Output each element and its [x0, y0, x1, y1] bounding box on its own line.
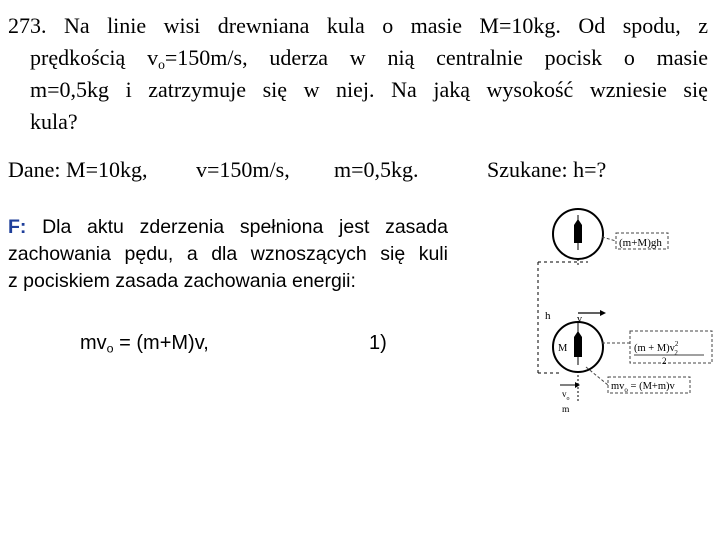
kinetic-energy-denominator: 2	[662, 356, 667, 366]
problem-word: wisi	[163, 13, 201, 38]
velocity-term	[147, 42, 248, 74]
equation-rhs: = (m+M)v,	[113, 332, 209, 354]
momentum-subscript: o	[624, 386, 628, 394]
bullet-top-tip	[574, 219, 582, 225]
problem-word: kula?	[30, 109, 78, 134]
given-and-sought	[8, 155, 708, 185]
solution-word: pędu,	[124, 243, 174, 265]
ball-mass-label: M	[558, 343, 568, 354]
solution-word: jest	[339, 216, 370, 238]
problem-word: masie	[656, 45, 708, 70]
problem-word: w	[303, 77, 320, 102]
momentum-term: mv	[611, 381, 625, 392]
solution-line-1	[8, 214, 448, 241]
velocity-value: =150m/s,	[164, 45, 248, 70]
solution-word: aktu	[87, 216, 124, 238]
problem-word: pocisk	[544, 45, 603, 70]
velocity-arrow-head	[600, 310, 606, 316]
velocity-symbol: v	[147, 45, 159, 70]
problem-word: Od	[578, 13, 606, 38]
problem-word: wzniesie	[589, 77, 667, 102]
solution-word: kuli	[418, 243, 448, 265]
solution-word: zasada	[385, 216, 448, 238]
problem-word: nią	[387, 45, 415, 70]
problem-word: w	[349, 45, 366, 70]
problem-word: niej.	[336, 77, 375, 102]
incoming-velocity-subscript: o	[566, 396, 570, 402]
problem-word: i	[125, 77, 132, 102]
solution-word: spełniona	[239, 216, 324, 238]
kinetic-energy-expression: (m + M)v	[634, 343, 675, 354]
problem-line-2	[8, 42, 708, 74]
bullet-in-ball-tip	[574, 331, 582, 337]
equation-lhs-subscript: o	[106, 341, 114, 356]
problem-word: jaką	[433, 77, 470, 102]
solution-word: się	[380, 243, 406, 265]
problem-word: Na	[391, 77, 417, 102]
problem-word: spodu,	[622, 13, 681, 38]
potential-energy-pointer	[602, 237, 616, 241]
potential-energy-label: (m+M)gh	[619, 237, 662, 249]
problem-word: się	[262, 77, 288, 102]
velocity-label: v	[577, 314, 582, 325]
incoming-velocity-symbol: v	[562, 389, 567, 399]
solution-word: zderzenia	[139, 216, 225, 238]
solution-word: z pociskiem zasada zachowania energii:	[8, 270, 356, 292]
problem-line-4	[8, 106, 708, 138]
problem-word: o	[382, 13, 394, 38]
momentum-equation	[80, 330, 400, 356]
problem-word: Na	[63, 13, 90, 38]
bullet-top	[574, 225, 582, 243]
kinetic-energy-subscript: 2	[674, 349, 678, 357]
sought-height: Szukane: h=?	[487, 157, 607, 182]
given-dane: Dane: M=10kg,	[8, 157, 148, 182]
equation-lhs: mv	[80, 332, 107, 354]
problem-word: kula	[326, 13, 365, 38]
problem-number: 273.	[8, 13, 47, 38]
bullet-mass-label: m	[562, 405, 570, 415]
velocity-subscript: o	[158, 57, 165, 73]
problem-word: drewniana	[217, 13, 310, 38]
solution-word: dla	[211, 243, 238, 265]
problem-word: wysokość	[486, 77, 574, 102]
problem-word: uderza	[269, 45, 328, 70]
momentum-label	[611, 381, 676, 394]
problem-word: linie	[107, 13, 147, 38]
solution-text	[8, 214, 448, 295]
momentum-rhs: = (M+m)v	[627, 381, 675, 392]
solution-line-3	[8, 268, 448, 295]
given-velocity: v=150m/s,	[196, 157, 290, 182]
problem-word: o	[623, 45, 635, 70]
equation-number: 1)	[369, 332, 387, 354]
height-label: h	[545, 310, 551, 322]
problem-word: M=10kg.	[479, 13, 561, 38]
solution-line-2	[8, 241, 448, 268]
bullet-in-ball	[574, 337, 582, 357]
problem-word: się	[683, 77, 708, 102]
problem-word: masie	[410, 13, 462, 38]
pendulum-diagram	[520, 205, 720, 420]
problem-word: prędkością	[30, 45, 126, 70]
solution-word: a	[186, 243, 198, 265]
problem-line-3	[8, 74, 708, 106]
given-mass: m=0,5kg.	[334, 157, 419, 182]
problem-statement	[8, 10, 708, 138]
solution-word: zachowania	[8, 243, 111, 265]
solution-word: Dla	[42, 216, 72, 238]
kinetic-energy-exponent: 2	[674, 340, 679, 348]
solution-label: F:	[8, 216, 27, 238]
problem-word: m=0,5kg	[30, 77, 110, 102]
incoming-velocity-label	[562, 389, 570, 402]
kinetic-energy-numerator	[634, 340, 679, 357]
problem-word: zatrzymuje	[148, 77, 247, 102]
problem-line-1	[8, 10, 708, 42]
problem-word: z	[698, 13, 708, 38]
problem-word: centralnie	[436, 45, 523, 70]
solution-word: wznoszących	[250, 243, 367, 265]
